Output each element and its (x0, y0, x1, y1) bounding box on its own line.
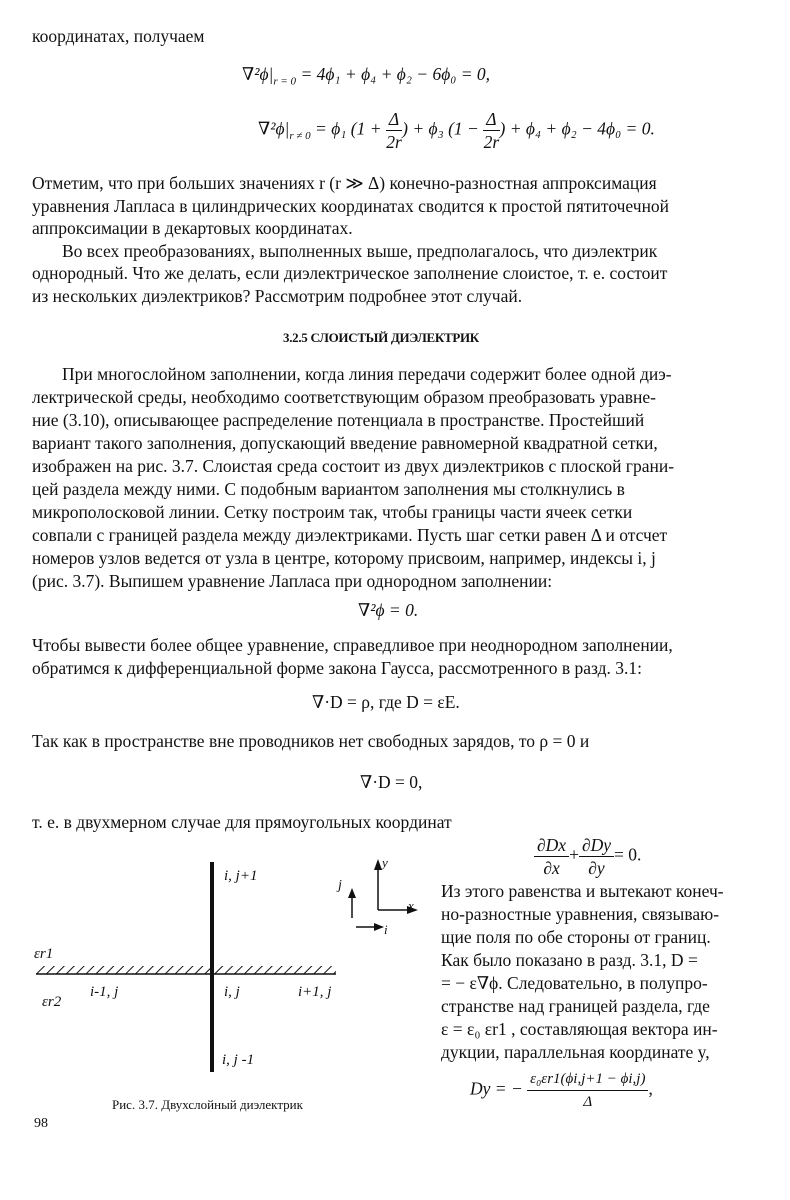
para4-line1: Чтобы вывести более общее уравнение, справедливое при неоднородном заполнении, (32, 635, 673, 655)
eq1-lhs: ∇²ϕ| (242, 64, 274, 84)
para1-line2: уравнения Лапласа в цилиндрических координатах сводится к простой пятиточечной (32, 196, 670, 216)
para7-line4: Как было показано в разд. 3.1, D = (441, 950, 698, 970)
para3-line4: вариант такого заполнения, допускающий введение равномерной квадратной сетки, (32, 433, 658, 453)
axis-j-arrow (348, 888, 356, 898)
para3-line6: цей раздела между ними. С подобным вариантом заполнения мы столкнулись в (32, 479, 625, 499)
para3-line9: номеров узлов ведется от узла в центре, которому присвоим, например, индексы i, j (32, 548, 656, 568)
axis-i-label: i (384, 922, 388, 937)
intro-line: координатах, получаем (32, 26, 205, 46)
eq2-c: ) + ϕ₄ + ϕ₂ − 4ϕ₀ = 0. (499, 118, 655, 139)
eq2-frac1-num: Δ (386, 108, 402, 131)
node-label-left: i-1, j (90, 984, 119, 1000)
para7-line1: Из этого равенства и вытекают конеч- (441, 881, 724, 901)
axis-x-label: x (408, 898, 414, 913)
para3-line8: совпали с границей раздела между диэлектриками. Пусть шаг сетки равен Δ и отсчет (32, 525, 668, 545)
eq5-text: ∇·D = 0, (360, 772, 423, 792)
eq6-n1: ∂Dx (534, 834, 569, 857)
node-label-top: i, j+1 (224, 868, 258, 884)
para3-line3: ние (3.10), описывающее распределение потенциала в пространстве. Простейший (32, 410, 645, 430)
para6-line: т. е. в двухмерном случае для прямоугольных координат (32, 812, 452, 832)
epsilon-r2-label: εr2 (42, 994, 62, 1010)
para5-line: Так как в пространстве вне проводников нет свободных зарядов, то ρ = 0 и (32, 731, 590, 751)
node-label-right: i+1, j (298, 984, 332, 1000)
eq4-text: ∇·D = ρ, где D = εE. (312, 692, 460, 712)
eq2-a: = ϕ₁ (310, 118, 347, 139)
para3-line2: лектрической среды, необходимо соответствующим образом преобразовать уравне- (32, 387, 656, 407)
para7-line2: но-разностные уравнения, связываю- (441, 904, 720, 924)
para3-line7: микрополосковой линии. Сетку построим так, чтобы границы части ячеек сетки (32, 502, 633, 522)
para4-line2: обратимся к дифференциальной форме закона Гаусса, рассмотренного в разд. 3.1: (32, 658, 643, 678)
eq7-tail: , (648, 1078, 653, 1099)
para7-line6: странстве над границей раздела, где (441, 996, 710, 1016)
eq6-d2: ∂y (588, 858, 605, 878)
axis-y-arrow (374, 859, 382, 870)
para7-line3: щие поля по обе стороны от границ. (441, 927, 711, 947)
eq2-frac2-den: 2r (483, 132, 500, 152)
section-heading: 3.2.5 СЛОИСТЫЙ ДИЭЛЕКТРИК (283, 330, 479, 345)
eq6-n2: ∂Dy (579, 834, 614, 857)
eq6-tail: = 0. (614, 844, 642, 865)
eq7-den: Δ (583, 1094, 593, 1110)
eq6-d1: ∂x (543, 858, 560, 878)
eq2-lhs: ∇²ϕ| (258, 118, 290, 139)
eq2-frac2-num: Δ (483, 108, 499, 131)
eq2-frac1-den: 2r (386, 132, 402, 152)
para3-line1: При многослойном заполнении, когда линия передачи содержит более одной диэ- (62, 364, 672, 384)
para7-line5: = − ε∇ϕ. Следовательно, в полупро- (441, 973, 708, 993)
para3-line10: (рис. 3.7). Выпишем уравнение Лапласа при однородном заполнении: (32, 571, 553, 591)
para3-line5: изображен на рис. 3.7. Слоистая среда состоит из двух диэлектриков с плоской грани- (32, 456, 675, 476)
eq6-plus: + (569, 844, 579, 865)
eq7-num: ε₀εr1(ϕi,j+1 − ϕi,j) (527, 1068, 648, 1091)
para7-line7: ε = ε₀ εr1 , составляющая вектора ин- (441, 1019, 718, 1039)
eq1-cond: r = 0 (273, 75, 297, 88)
eq2-paren1: (1 + (350, 118, 382, 139)
dielectric-boundary (36, 966, 336, 974)
epsilon-r1-label: εr1 (34, 946, 54, 962)
para2-line2: однородный. Что же делать, если диэлектрическое заполнение слоистое, т. е. состоит (32, 263, 668, 283)
para7-line8: дукции, параллельная координате y, (441, 1042, 710, 1062)
axis-j-label: j (338, 878, 342, 893)
eq2-b: ) + ϕ₃ (402, 118, 444, 139)
eq2-paren2: (1 − (448, 118, 479, 139)
axis-y-label: y (382, 855, 388, 870)
axis-i-arrow (374, 923, 384, 931)
page-number: 98 (34, 1116, 48, 1131)
eq7-lhs: Dy = − (470, 1078, 523, 1099)
para2-line1: Во всех преобразованиях, выполненных выше, предполагалось, что диэлектрик (62, 241, 658, 261)
figure-caption: Рис. 3.7. Двухслойный диэлектрик (112, 1097, 303, 1112)
node-label-bottom: i, j -1 (222, 1052, 255, 1068)
para2-line3: из нескольких диэлектриков? Рассмотрим подробнее этот случай. (32, 286, 523, 306)
eq2-cond: r ≠ 0 (289, 130, 311, 143)
eq1-rhs: = 4ϕ₁ + ϕ₄ + ϕ₂ − 6ϕ₀ = 0, (296, 64, 491, 84)
para1-line3: аппроксимации в декартовых координатах. (32, 218, 353, 238)
node-label-center: i, j (224, 984, 240, 1000)
para1-line1: Отметим, что при больших значениях r (r ≫ Δ) конечно-разностная аппроксимация (32, 173, 657, 193)
equation-laplace: ∇²ϕ = 0. (358, 600, 419, 620)
